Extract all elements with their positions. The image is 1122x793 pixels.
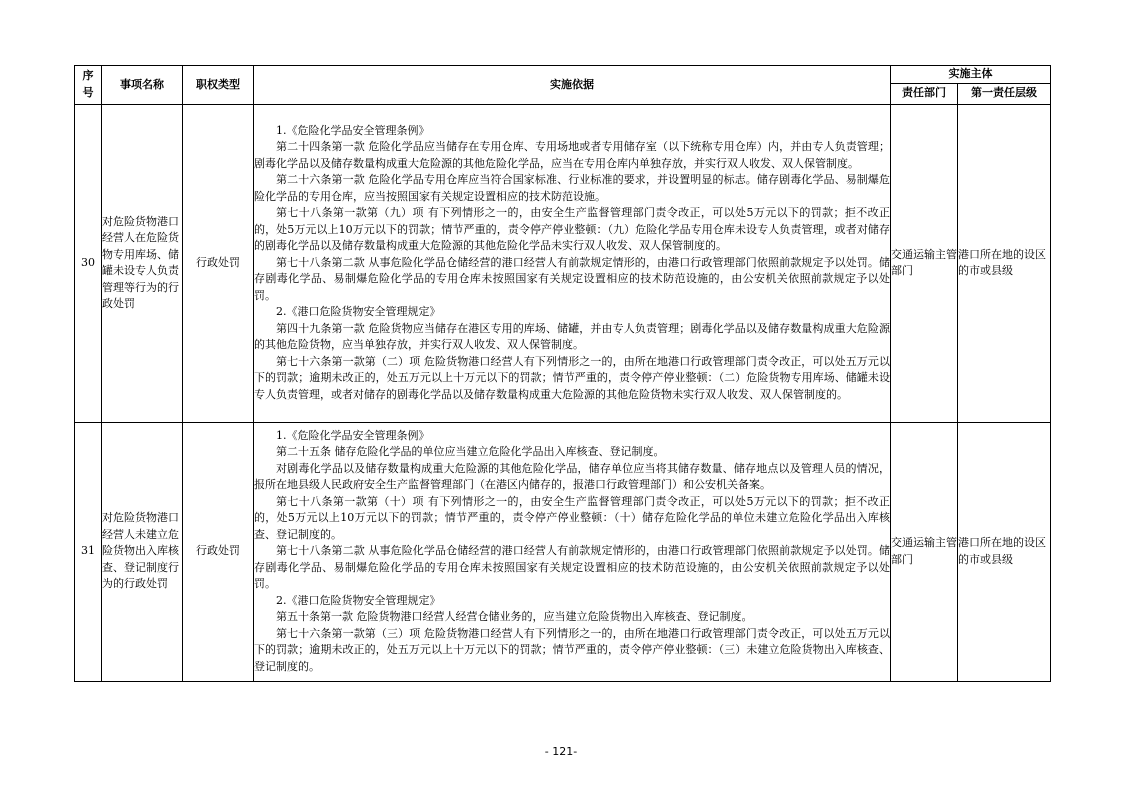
row-authority-type: 行政处罚 xyxy=(183,104,254,422)
basis-paragraph: 第七十八条第二款 从事危险化学品仓储经营的港口经营人有前款规定情形的，由港口行政管理部门依照前款规定予以处罚。储存剧毒化学品、易制爆危险化学品的专用仓库未按照国家有关规定设置相应的技术防范设施的，由公安机关依照前款规定予以处罚。 xyxy=(254,255,890,302)
table-row xyxy=(75,422,1051,681)
basis-paragraph: 第二十四条第一款 危险化学品应当储存在专用仓库、专用场地或者专用储存室（以下统称专用仓库）内，并由专人负责管理；剧毒化学品以及储存数量构成重大危险源的其他危险化学品，应当在专用仓库内单独存放，并实行双人收发、双人保管制度。 xyxy=(254,140,890,170)
basis-paragraph: 第五十条第一款 危险货物港口经营人经营仓储业务的，应当建立危险货物出入库核查、登记制度。 xyxy=(276,610,753,624)
header-dept: 责任部门 xyxy=(891,83,958,104)
header-level: 第一责任层级 xyxy=(958,83,1051,104)
authority-table xyxy=(74,65,1051,682)
basis-law-title: 2.《港口危险货物安全管理规定》 xyxy=(276,305,441,319)
page-number: - 121- xyxy=(544,745,578,758)
row-seq: 30 xyxy=(75,104,102,422)
table-row xyxy=(75,104,1051,422)
basis-law-title: 1.《危险化学品安全管理条例》 xyxy=(276,123,430,137)
basis-paragraph: 第七十八条第一款第（九）项 有下列情形之一的，由安全生产监督管理部门责令改正，可以处5万元以下的罚款；拒不改正的，处5万元以上10万元以下的罚款；情节严重的，责令停产停业整顿：（九）危险化学品专用仓库未设专人负责管理，或者对储存的剧毒化学品以及储存数量构成重大危险源的其他危险化学品未实行双人收发、双人保管制度的。 xyxy=(254,206,890,253)
basis-law-title: 2.《港口危险货物安全管理规定》 xyxy=(276,593,441,607)
header-basis: 实施依据 xyxy=(254,66,891,105)
row-item-name: 对危险货物港口经营人未建立危险货物出入库核查、登记制度行为的行政处罚 xyxy=(102,422,183,681)
header-seq: 序号 xyxy=(75,66,102,105)
basis-paragraph: 第二十六条第一款 危险化学品专用仓库应当符合国家标准、行业标准的要求，并设置明显的标志。储存剧毒化学品、易制爆危险化学品的专用仓库，应当按照国家有关规定设置相应的技术防范设施。 xyxy=(254,173,890,203)
basis-paragraph: 第七十六条第一款第（三）项 危险货物港口经营人有下列情形之一的，由所在地港口行政管理部门责令改正，可以处五万元以下的罚款；逾期未改正的，处五万元以上十万元以下的罚款；情节严重的，责令停产停业整顿：（三）未建立危险货物出入库核查、登记制度的。 xyxy=(254,626,890,673)
basis-paragraph: 对剧毒化学品以及储存数量构成重大危险源的其他危险化学品，储存单位应当将其储存数量、储存地点以及管理人员的情况，报所在地县级人民政府安全生产监督管理部门（在港区内储存的，报港口行政管理部门）和公安机关备案。 xyxy=(254,461,890,492)
row-responsible-dept: 交通运输主管部门 xyxy=(891,422,958,681)
basis-paragraph: 第七十六条第一款第（二）项 危险货物港口经营人有下列情形之一的，由所在地港口行政管理部门责令改正，可以处五万元以下的罚款；逾期未改正的，处五万元以上十万元以下的罚款；情节严重的，责令停产停业整顿：（二）危险货物专用库场、储罐未设专人负责管理，或者对储存的剧毒化学品以及储存数量构成重大危险源的其他危险货物未实行双人收发、双人保管制度的。 xyxy=(254,354,890,401)
row-responsibility-level: 港口所在地的设区的市或县级 xyxy=(958,104,1051,422)
row-basis xyxy=(254,104,891,422)
row-seq: 31 xyxy=(75,422,102,681)
basis-paragraph: 第二十五条 储存危险化学品的单位应当建立危险化学品出入库核查、登记制度。 xyxy=(276,445,665,459)
row-responsible-dept: 交通运输主管部门 xyxy=(891,104,958,422)
row-responsibility-level: 港口所在地的设区的市或县级 xyxy=(958,422,1051,681)
header-subject: 实施主体 xyxy=(891,66,1051,84)
basis-paragraph: 第四十九条第一款 危险货物应当储存在港区专用的库场、储罐，并由专人负责管理；剧毒化学品以及储存数量构成重大危险源的其他危险货物，应当单独存放，并实行双人收发、双人保管制度。 xyxy=(254,321,890,352)
row-authority-type: 行政处罚 xyxy=(183,422,254,681)
row-basis xyxy=(254,422,891,681)
header-type: 职权类型 xyxy=(183,66,254,105)
row-item-name: 对危险货物港口经营人在危险货物专用库场、储罐未设专人负责管理等行为的行政处罚 xyxy=(102,104,183,422)
basis-law-title: 1.《危险化学品安全管理条例》 xyxy=(276,428,430,442)
header-name: 事项名称 xyxy=(102,66,183,105)
basis-paragraph: 第七十八条第二款 从事危险化学品仓储经营的港口经营人有前款规定情形的，由港口行政管理部门依照前款规定予以处罚。储存剧毒化学品、易制爆危险化学品的专用仓库未按照国家有关规定设置相应的技术防范设施的，由公安机关依照前款规定予以处罚。 xyxy=(254,544,890,591)
basis-paragraph: 第七十八条第一款第（十）项 有下列情形之一的，由安全生产监督管理部门责令改正，可以处5万元以下的罚款；拒不改正的，处5万元以上10万元以下的罚款；情节严重的，责令停产停业整顿：（十）储存危险化学品的单位未建立危险化学品出入库核查、登记制度的。 xyxy=(254,494,890,541)
